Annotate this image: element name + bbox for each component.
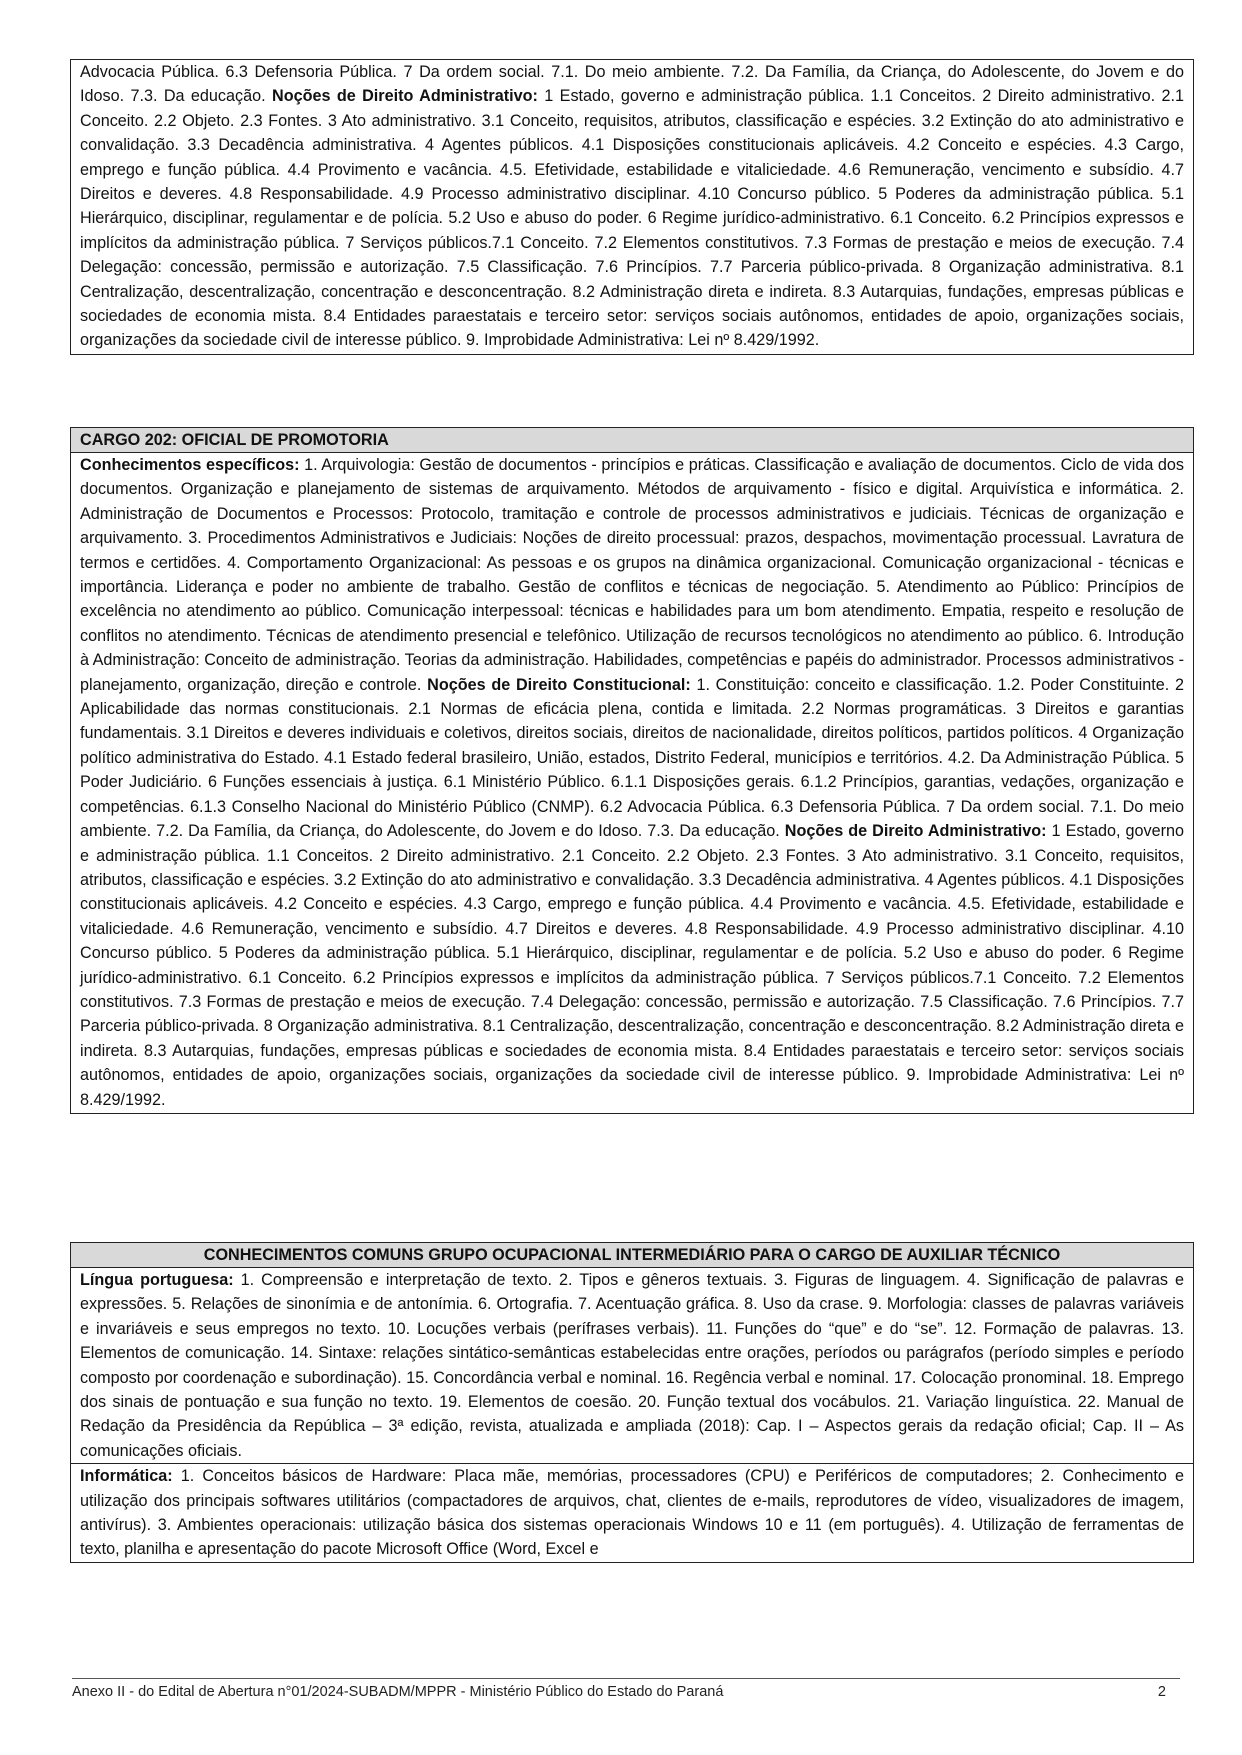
syllabus-continuation-box bbox=[70, 59, 1194, 355]
administrative-law-text: 1 Estado, governo e administração pública. 1.1 Conceitos. 2 Direito administrativo. 2.1 Conceito. 2.2 Objeto. 2.3 Fontes. 3 Ato administrativo. 3.1 Conceito, requisitos, atributos, classificação e espécies. 3.2 Extinção do ato administrativo e convalidação. 3.3 Decadência administrativa. 4 Agentes públicos. 4.1 Disposições constitucionais aplicáveis. 4.2 Conceito e espécies. 4.3 Cargo, emprego e função pública. 4.4 Provimento e vacância. 4.5. Efetividade, estabilidade e vitaliciedade. 4.6 Remuneração, vencimento e subsídio. 4.7 Direitos e deveres. 4.8 Responsabilidade. 4.9 Processo administrativo disciplinar. 4.10 Concurso público. 5 Poderes da administração pública. 5.1 Hierárquico, disciplinar, regulamentar e de polícia. 5.2 Uso e abuso do poder. 6 Regime jurídico-administrativo. 6.1 Conceito. 6.2 Princípios expressos e implícitos da administração pública. 7 Serviços públicos.7.1 Conceito. 7.2 Elementos constitutivos. 7.3 Formas de prestação e meios de execução. 7.4 Delegação: concessão, permissão e autorização. 7.5 Classificação. 7.6 Princípios. 7.7 Parceria público-privada. 8 Organização administrativa. 8.1 Centralização, descentralização, concentração e desconcentração. 8.2 Administração direta e indireta. 8.3 Autarquias, fundações, empresas públicas e sociedades de economia mista. 8.4 Entidades paraestatais e terceiro setor: serviços sociais autônomos, entidades de apoio, organizações sociais, organizações da sociedade civil de interesse público. 9. Improbidade Administrativa: Lei nº 8.429/1992. bbox=[80, 822, 1184, 1109]
specific-knowledge-label: Conhecimentos específicos: bbox=[80, 456, 300, 474]
admin-law-text: 1 Estado, governo e administração pública. 1.1 Conceitos. 2 Direito administrativo. 2.1 Conceito. 2.2 Objeto. 2.3 Fontes. 3 Ato administrativo. 3.1 Conceito, requisitos, atributos, classificação e espécies. 3.2 Extinção do ato administrativo e convalidação. 3.3 Decadência administrativa. 4 Agentes públicos. 4.1 Disposições constitucionais aplicáveis. 4.2 Conceito e espécies. 4.3 Cargo, emprego e função pública. 4.4 Provimento e vacância. 4.5. Efetividade, estabilidade e vitaliciedade. 4.6 Remuneração, vencimento e subsídio. 4.7 Direitos e deveres. 4.8 Responsabilidade. 4.9 Processo administrativo disciplinar. 4.10 Concurso público. 5 Poderes da administração pública. 5.1 Hierárquico, disciplinar, regulamentar e de polícia. 5.2 Uso e abuso do poder. 6 Regime jurídico-administrativo. 6.1 Conceito. 6.2 Princípios expressos e implícitos da administração pública. 7 Serviços públicos.7.1 Conceito. 7.2 Elementos constitutivos. 7.3 Formas de prestação e meios de execução. 7.4 Delegação: concessão, permissão e autorização. 7.5 Classificação. 7.6 Princípios. 7.7 Parceria público-privada. 8 Organização administrativa. 8.1 Centralização, descentralização, concentração e desconcentração. 8.2 Administração direta e indireta. 8.3 Autarquias, fundações, empresas públicas e sociedades de economia mista. 8.4 Entidades paraestatais e terceiro setor: serviços sociais autônomos, entidades de apoio, organizações sociais, organizações da sociedade civil de interesse público. 9. Improbidade Administrativa: Lei nº 8.429/1992. bbox=[80, 87, 1184, 350]
constitutional-law-label: Noções de Direito Constitucional: bbox=[427, 675, 691, 694]
portuguese-text: 1. Compreensão e interpretação de texto. 2. Tipos e gêneros textuais. 3. Figuras de linguagem. 4. Significação de palavras e expressões. 5. Relações de sinonímia e de antonímia. 6. Ortografia. 7. Acentuação gráfica. 8. Uso da crase. 9. Morfologia: classes de palavras variáveis e invariáveis e seus empregos no texto. 10. Locuções verbais (perífrases verbais). 11. Funções do “que” e do “se”. 12. Formação de palavras. 13. Elementos de comunicação. 14. Sintaxe: relações sintático-semânticas estabelecidas entre orações, períodos ou parágrafos (período simples e período composto por coordenação e subordinação). 15. Concordância verbal e nominal. 16. Regência verbal e nominal. 17. Colocação pronominal. 18. Emprego dos sinais de pontuação e sua função no texto. 19. Elementos de coesão. 20. Função textual dos vocábulos. 21. Variação linguística. 22. Manual de Redação da Presidência da República – 3ª edição, revista, atualizada e ampliada (2018): Cap. I – Aspectos gerais da redação oficial; Cap. II – As comunicações oficiais. bbox=[80, 1271, 1184, 1460]
cargo-202-header: CARGO 202: OFICIAL DE PROMOTORIA bbox=[71, 428, 1193, 453]
common-knowledge-header: CONHECIMENTOS COMUNS GRUPO OCUPACIONAL INTERMEDIÁRIO PARA O CARGO DE AUXILIAR TÉCNICO bbox=[71, 1243, 1193, 1268]
continuation-text: Advocacia Pública. 6.3 Defensoria Pública. 7 Da ordem social. 7.1. Do meio ambiente. 7.2. Da Família, da Criança, do Adolescente, do Jovem e do Idoso. 7.3. Da educação. bbox=[80, 63, 1184, 106]
informatics-label: Informática: bbox=[80, 1467, 173, 1486]
portuguese-cell bbox=[71, 1268, 1193, 1463]
cargo-202-content bbox=[71, 453, 1193, 1113]
common-knowledge-box bbox=[70, 1242, 1194, 1563]
page-number: 2 bbox=[1157, 1684, 1166, 1700]
cargo-202-box bbox=[70, 427, 1194, 1114]
informatics-cell bbox=[71, 1463, 1193, 1562]
portuguese-label: Língua portuguesa: bbox=[80, 1271, 234, 1289]
constitutional-law-text: 1. Constituição: conceito e classificação. 1.2. Poder Constituinte. 2 Aplicabilidade das normas constitucionais. 2.1 Normas de eficácia plena, contida e limitada. 2.2 Normas programáticas. 3 Direitos e garantias fundamentais. 3.1 Direitos e deveres individuais e coletivos, direitos sociais, direitos de nacionalidade, direitos políticos, partidos políticos. 4 Organização político administrativa do Estado. 4.1 Estado federal brasileiro, União, estados, Distrito Federal, municípios e territórios. 4.2. Da Administração Pública. 5 Poder Judiciário. 6 Funções essenciais à justiça. 6.1 Ministério Público. 6.1.1 Disposições gerais. 6.1.2 Princípios, garantias, vedações, organização e competências. 6.1.3 Conselho Nacional do Ministério Público (CNMP). 6.2 Advocacia Pública. 6.3 Defensoria Pública. 7 Da ordem social. 7.1. Do meio ambiente. 7.2. Da Família, da Criança, do Adolescente, do Jovem e do Idoso. 7.3. Da educação. bbox=[80, 675, 1185, 841]
administrative-law-label: Noções de Direito Administrativo: bbox=[784, 822, 1047, 841]
syllabus-continuation-cell bbox=[71, 60, 1193, 354]
informatics-text: 1. Conceitos básicos de Hardware: Placa mãe, memórias, processadores (CPU) e Periféricos de computadores; 2. Conhecimento e utilização dos principais softwares utilitários (compactadores de arquivos, chat, clientes de e-mails, reprodutores de vídeo, visualizadores de imagem, antivírus). 3. Ambientes operacionais: utilização básica dos sistemas operacionais Windows 10 e 11 (em português). 4. Utilização de ferramentas de texto, planilha e apresentação do pacote Microsoft Office (Word, Excel e bbox=[80, 1467, 1184, 1559]
footer-divider bbox=[72, 1678, 1180, 1679]
specific-knowledge-text: 1. Arquivologia: Gestão de documentos - princípios e práticas. Classificação e avaliação de documentos. Ciclo de vida dos documentos. Organização e planejamento de sistemas de arquivamento. Métodos de arquivamento - físico e digital. Arquivística e informática. 2. Administração de Documentos e Processos: Protocolo, tramitação e controle de processos administrativos e judiciais. Técnicas de organização e arquivamento. 3. Procedimentos Administrativos e Judiciais: Noções de direito processual: prazos, despachos, movimentação processual. Lavratura de termos e certidões. 4. Comportamento Organizacional: As pessoas e os grupos na dinâmica organizacional. Comunicação organizacional - técnicas e importância. Liderança e poder no ambiente de trabalho. Gestão de conflitos e técnicas de negociação. 5. Atendimento ao Público: Princípios de excelência no atendimento ao público. Comunicação interpessoal: técnicas e habilidades para um bom atendimento. Empatia, respeito e resolução de conflitos no atendimento. Técnicas de atendimento presencial e telefônico. Utilização de recursos tecnológicos no atendimento ao público. 6. Introdução à Administração: Conceito de administração. Teorias da administração. Habilidades, competências e papéis do administrador. Processos administrativos - planejamento, organização, direção e controle. bbox=[80, 456, 1184, 694]
footer-text: Anexo II - do Edital de Abertura n°01/2024-SUBADM/MPPR - Ministério Público do Estado do Paraná bbox=[72, 1684, 724, 1700]
admin-law-label: Noções de Direito Administrativo: bbox=[272, 87, 538, 106]
page-footer bbox=[72, 1683, 1180, 1701]
